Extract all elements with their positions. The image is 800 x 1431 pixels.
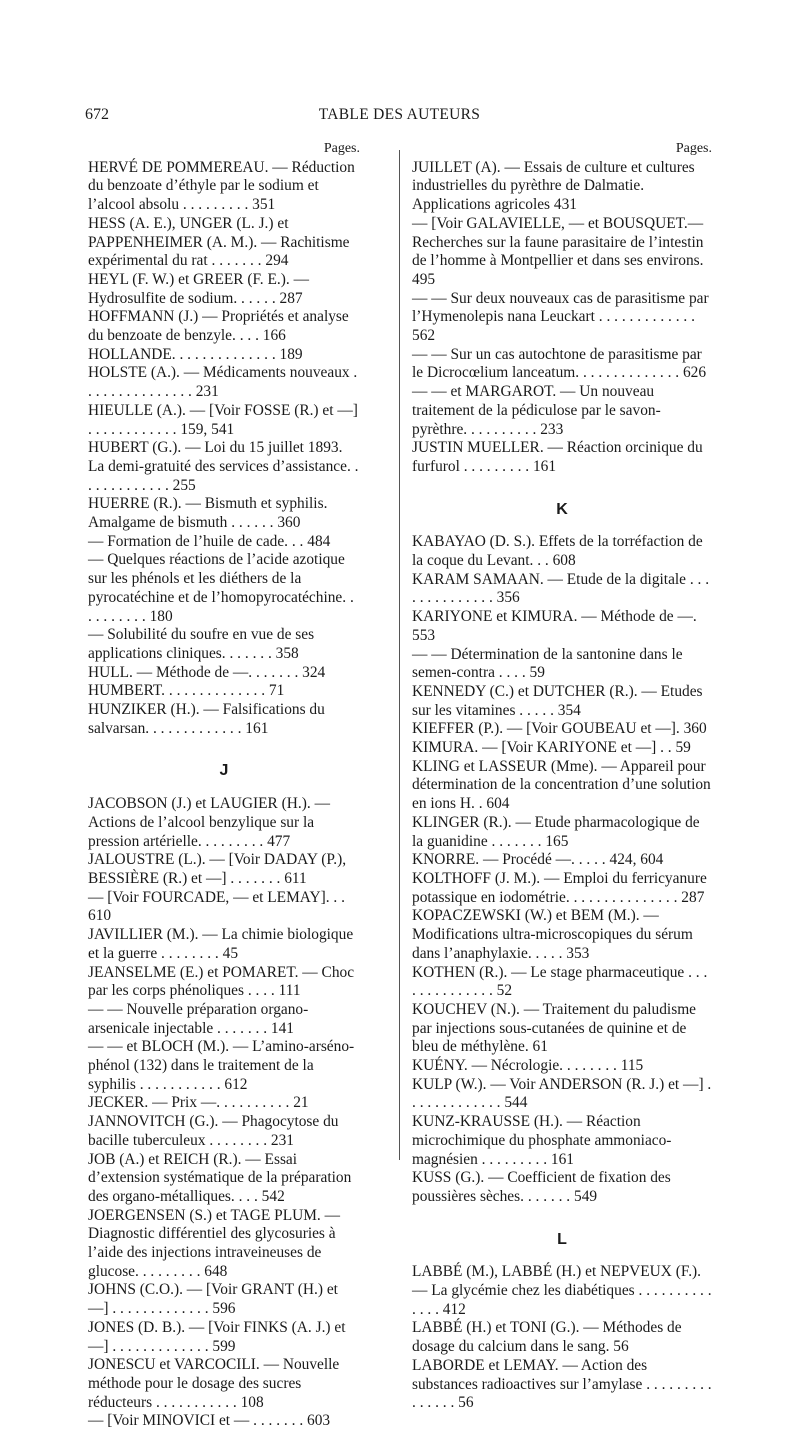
column-divider <box>399 150 400 1160</box>
index-entry: HUNZIKER (H.). — Falsifications du salvarsan. . . . . . . . . . . . . 161 <box>88 701 325 737</box>
index-entry: HERVÉ DE POMMEREAU. — Réduction du benzoate d’éthyle par le sodium et l’alcool absolu . . . . . . . . . 351 <box>88 158 355 214</box>
index-entry: KIEFFER (P.). — [Voir GOUBEAU et —]. 360 <box>412 720 707 738</box>
index-entry: — — Nouvelle préparation organo-arsenicale injectable . . . . . . . 141 <box>88 1000 309 1037</box>
index-entry: KOLTHOFF (J. M.). — Emploi du ferricyanure potassique en iodométrie. . . . . . . . . . . . . . . 287 <box>412 870 707 906</box>
index-entry: — Solubilité du soufre en vue de ses applications cliniques. . . . . . . 358 <box>88 626 315 662</box>
page-number: 672 <box>85 106 109 123</box>
index-entry: JECKER. — Prix —. . . . . . . . . . 21 <box>88 1094 309 1112</box>
pages-label-left: Pages. <box>323 141 360 156</box>
index-entry: JEANSELME (E.) et POMARET. — Choc par les corps phénoliques . . . . 111 <box>88 963 355 1000</box>
index-entry: — Formation de l’huile de cade. . . 484 <box>88 532 331 550</box>
index-entry: HULL. — Méthode de —. . . . . . . 324 <box>88 663 326 681</box>
index-entry: JOB (A.) et REICH (R.). — Essai d’extension systématique de la préparation des organo-métalliques. . . . 542 <box>88 1150 352 1205</box>
index-entry: JOERGENSEN (S.) et TAGE PLUM. — Diagnostic différentiel des glycosuries à l’aide des injections intraveineuses de glucose. . . . . . . . . 648 <box>88 1206 340 1280</box>
index-entry: KOUCHEV (N.). — Traitement du paludisme par injections sous-cutanées de quinine et de bleu de méthylène. 61 <box>412 1000 696 1056</box>
index-entry: JONESCU et VARCOCILI. — Nouvelle méthode pour le dosage des sucres réducteurs . . . . . . . . . . . 108 <box>88 1356 340 1411</box>
index-entry: KLINGER (R.). — Etude pharmacologique de la guanidine . . . . . . . 165 <box>412 813 700 850</box>
index-entry: JUSTIN MUELLER. — Réaction orcinique du furfurol . . . . . . . . . 161 <box>412 439 703 475</box>
index-entry: HUBERT (G.). — Loi du 15 juillet 1893. La demi-gratuité des services d’assistance. . . . . . . . . . . . . 255 <box>88 439 359 494</box>
index-entry: KNORRE. — Procédé —. . . . . 424, 604 <box>412 851 664 869</box>
index-entry: KUNZ-KRAUSSE (H.). — Réaction microchimique du phosphate ammoniaco-magnésien . . . . . . . . . 161 <box>412 1113 672 1168</box>
index-entry: KUSS (G.). — Coefficient de fixation des poussières sèches. . . . . . . 549 <box>412 1169 671 1205</box>
index-entry: JACOBSON (J.) et LAUGIER (H.). — Actions de l’alcool benzylique sur la pression artérielle. . . . . . . . . 477 <box>88 795 330 850</box>
index-entry: HOLSTE (A.). — Médicaments nouveaux . . . . . . . . . . . . . . . 231 <box>88 364 358 401</box>
index-entry: HESS (A. E.), UNGER (L. J.) et PAPPENHEIMER (A. M.). — Rachitisme expérimental du rat . . . . . . . 294 <box>88 214 350 270</box>
page-header <box>85 106 714 128</box>
pages-label-right: Pages. <box>675 141 712 156</box>
section-letter: J <box>219 762 229 780</box>
index-entry: LABBÉ (H.) et TONI (G.). — Méthodes de dosage du calcium dans le sang. 56 <box>412 1319 682 1356</box>
index-entry: — — Sur un cas autochtone de parasitisme par le Dicrocœlium lanceatum. . . . . . . . . . . . . . 626 <box>412 345 707 382</box>
index-entry: KIMURA. — [Voir KARIYONE et —] . . 59 <box>412 739 691 757</box>
left-column <box>88 140 360 1431</box>
index-entry: KABAYAO (D. S.). Effets de la torréfaction de la coque du Levant. . . 608 <box>412 533 703 570</box>
section-letter: L <box>557 1230 567 1248</box>
index-entry: — — Sur deux nouveaux cas de parasitisme par l’Hymenolepis nana Leuckart . . . . . . . . . . . . . 562 <box>412 289 709 345</box>
index-entry: KUÉNY. — Nécrologie. . . . . . . . 115 <box>412 1057 644 1075</box>
index-entry: KLING et LASSEUR (Mme). — Appareil pour détermination de la concentration d’une solution en ions H. . 604 <box>412 757 711 813</box>
right-column <box>412 140 712 1413</box>
index-entry: KOTHEN (R.). — Le stage pharmaceutique . . . . . . . . . . . . . . 52 <box>412 963 708 1000</box>
index-entry: — [Voir FOURCADE, — et LEMAY]. . . 610 <box>88 888 345 925</box>
index-entry: — — et BLOCH (M.). — L’amino-arséno-phénol (132) dans le traitement de la syphilis . . . . . . . . . . . 612 <box>88 1038 355 1093</box>
index-entry: KARIYONE et KIMURA. — Méthode de —. 553 <box>412 608 697 644</box>
index-entry: HUMBERT. . . . . . . . . . . . . . 71 <box>88 682 285 700</box>
index-entry: — [Voir GALAVIELLE, — et BOUSQUET.— Recherches sur la faune parasitaire de l’intestin de l’homme à Montpellier et dans ses environs. 495 <box>412 214 704 288</box>
index-entry: JALOUSTRE (L.). — [Voir DADAY (P.), BESSIÈRE (R.) et —] . . . . . . . 611 <box>88 851 347 887</box>
index-entry: HOFFMANN (J.) — Propriétés et analyse du benzoate de benzyle. . . . 166 <box>88 308 349 345</box>
index-entry: HEYL (F. W.) et GREER (F. E.). — Hydrosulfite de sodium. . . . . . 287 <box>88 270 309 307</box>
index-entry: KULP (W.). — Voir ANDERSON (R. J.) et —] . . . . . . . . . . . . . 544 <box>412 1075 712 1112</box>
index-entry: — [Voir MINOVICI et — . . . . . . . 603 <box>88 1412 331 1430</box>
index-entry: JONES (D. B.). — [Voir FINKS (A. J.) et —] . . . . . . . . . . . . . 599 <box>88 1318 346 1355</box>
index-entry: — — Détermination de la santonine dans le semen-contra . . . . 59 <box>412 645 683 682</box>
index-entry: KOPACZEWSKI (W.) et BEM (M.). — Modifications ultra-microscopiques du sérum dans l’anaphylaxie. . . . . 353 <box>412 907 693 962</box>
index-entry: HUERRE (R.). — Bismuth et syphilis. Amalgame de bismuth . . . . . . 360 <box>88 495 328 532</box>
section-letter: K <box>556 500 568 518</box>
index-entry: LABORDE et LEMAY. — Action des substances radioactives sur l’amylase . . . . . . . . . . . . . . . 56 <box>412 1356 712 1412</box>
index-entry: JANNOVITCH (G.). — Phagocytose du bacille tuberculeux . . . . . . . . 231 <box>88 1113 339 1149</box>
index-entry: HOLLANDE. . . . . . . . . . . . . . 189 <box>88 345 303 363</box>
index-entry: — — et MARGAROT. — Un nouveau traitement de la pédiculose par le savon-pyrèthre. . . . . . . . . . 233 <box>412 383 661 438</box>
index-entry: JUILLET (A). — Essais de culture et cultures industrielles du pyrèthre de Dalmatie. Applications agricoles 431 <box>412 158 695 214</box>
index-entry: — Quelques réactions de l’acide azotique sur les phénols et les diéthers de la pyrocatéchine et de l’homopyrocatéchine. . . . . . . . . . 180 <box>88 551 354 625</box>
index-entry: LABBÉ (M.), LABBÉ (H.) et NEPVEUX (F.). — La glycémie chez les diabétiques . . . . . . . . . . . . . . 412 <box>412 1263 712 1318</box>
index-entry: HIEULLE (A.). — [Voir FOSSE (R.) et —] . . . . . . . . . . . . 159, 541 <box>88 401 358 438</box>
index-entry: KENNEDY (C.) et DUTCHER (R.). — Etudes sur les vitamines . . . . . 354 <box>412 682 703 719</box>
index-entry: JAVILLIER (M.). — La chimie biologique et la guerre . . . . . . . . 45 <box>88 926 354 962</box>
index-entry: KARAM SAMAAN. — Etude de la digitale . . . . . . . . . . . . . . 356 <box>412 570 710 607</box>
index-entry: JOHNS (C.O.). — [Voir GRANT (H.) et —] . . . . . . . . . . . . . 596 <box>88 1281 338 1318</box>
page-title: TABLE DES AUTEURS <box>318 106 481 123</box>
